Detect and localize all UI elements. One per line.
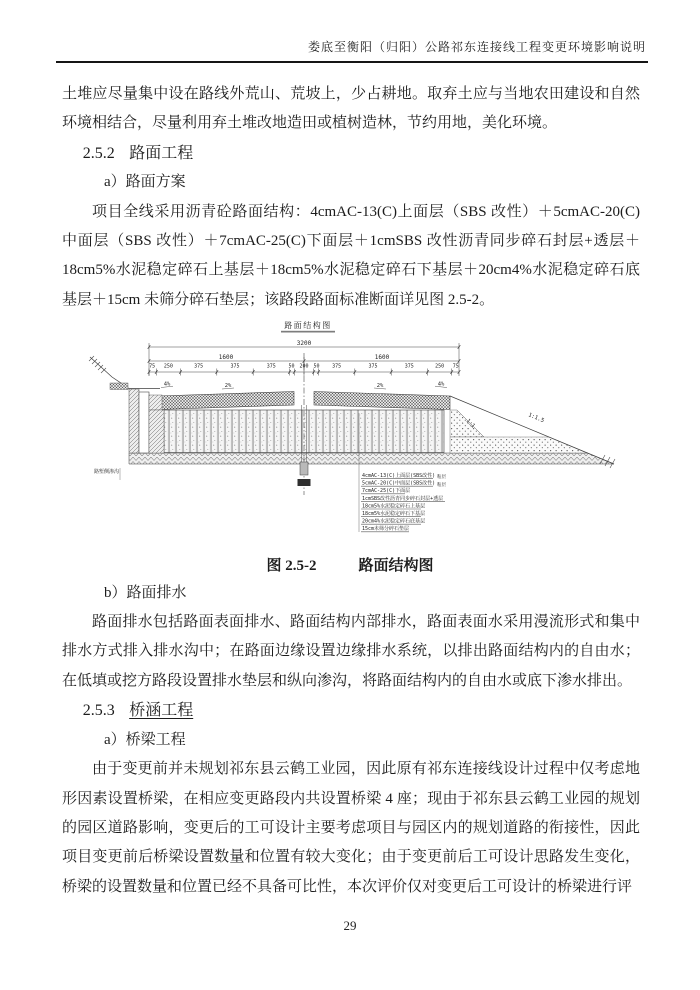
figure-caption-title: 路面结构图	[358, 557, 434, 574]
legend-row: 15cm未筛分碎石垫层	[362, 526, 410, 533]
dim-seg: 50	[288, 363, 295, 370]
dim-seg: 50	[313, 363, 320, 370]
section-title: 桥涵工程	[129, 702, 194, 720]
page-header-title: 娄底至衡阳（归阳）公路祁东连接线工程变更环境影响说明	[307, 40, 646, 54]
list-item-b-drainage: b）路面排水	[104, 584, 187, 601]
dim-total: 3200	[296, 340, 312, 348]
dimension-lines	[148, 343, 461, 376]
figure-2-5-2	[76, 317, 624, 578]
dim-seg: 375	[404, 363, 414, 370]
title-underline	[281, 331, 335, 333]
legend-row: 7cmAC-25(C)下面层	[362, 488, 411, 495]
figure-caption-label: 图 2.5-2	[266, 557, 317, 574]
side-ditch-cavity	[139, 392, 149, 453]
drain-box	[300, 462, 308, 475]
ditch-inner-wall	[149, 410, 164, 453]
diagram-title	[281, 320, 335, 333]
ground-hatch-marks	[89, 356, 106, 373]
legend-row: 4cmAC-13(C)上面层(SBS改性)	[362, 473, 436, 480]
page-number: 29	[343, 918, 357, 933]
ditch-inner-wall-upper	[149, 395, 162, 410]
slope-inner-right: 2%	[376, 383, 384, 390]
legend-row: 1cmSBS改性沥青同步碎石封层+透层	[362, 496, 444, 503]
header-rule	[56, 61, 648, 63]
dim-seg: 250	[435, 363, 445, 370]
dim-seg: 375	[230, 363, 240, 370]
document-body	[62, 80, 640, 902]
figure-caption	[76, 553, 624, 579]
legend-row: 18cm5%水泥稳定碎石上基层	[362, 503, 426, 510]
dim-seg: 375	[194, 363, 204, 370]
list-item-a-bridge: a）桥梁工程	[104, 731, 186, 748]
paragraph-drainage: 路面排水包括路面表面排水、路面结构内部排水，路面表面水采用漫流形式和集中排水方式排入排水沟中；在路面边缘设置边缘排水系统，以排出路面结构内的自由水；在低填或挖方路段设置排水垫层和纵向渗沟，将路面结构内的自由水或底下渗水排出。	[62, 614, 640, 689]
ditch-label: 路堑侧渗沟	[94, 469, 120, 476]
section-heading-2-5-3	[62, 696, 640, 725]
dim-seg: 375	[266, 363, 276, 370]
pavement-cross-section-diagram	[76, 317, 624, 541]
legend-row: 18cm5%水泥稳定碎石下基层	[362, 511, 426, 518]
paragraph-topsoil: 土堆应尽量集中设在路线外荒山、荒坡上，少占耕地。取弃土应与当地农田建设和自然环境相结合，尽量利用弃土堆改地造田或植树造林，节约用地，美化环境。	[62, 86, 640, 132]
dim-seg: 75	[452, 363, 459, 370]
section-heading-2-5-2	[62, 139, 640, 168]
slope-ratio-main: 1:1.5	[527, 412, 545, 425]
diagram-title-text: 路面结构图	[284, 321, 332, 331]
section-number: 2.5.2	[82, 144, 115, 162]
dim-seg: 75	[149, 363, 156, 370]
list-item-a-pavement: a）路面方案	[104, 174, 186, 191]
section-number: 2.5.3	[82, 702, 115, 720]
dim-half-left: 1600	[218, 354, 234, 362]
ditch-apron	[110, 383, 128, 390]
paragraph-pavement-structure: 项目全线采用沥青砼路面结构：4cmAC-13(C)上面层（SBS 改性）＋5cmAC-20(C)中面层（SBS 改性）＋7cmAC-25(C)下面层＋1cmSBS 改性沥青同步碎石封层+透层＋18cm5%水泥稳定碎石上基层＋18cm5%水泥稳定碎石下基层＋20cm4%水泥稳定碎石底基层＋15cm 未筛分碎石垫层；该路段路面标准断面详见图 2.5-2。	[62, 203, 640, 308]
cushion-layer	[129, 453, 614, 464]
asphalt-layer-left	[158, 392, 294, 410]
slope-outer-right: 4%	[437, 381, 445, 388]
legend-row: 5cmAC-20(C)中面层(SBS改性)	[362, 480, 436, 487]
section-title: 路面工程	[129, 144, 194, 162]
tack-coat-label-2: 粘层	[437, 483, 446, 489]
tack-coat-label-1: 粘层	[437, 475, 446, 481]
legend-row: 20cm4%水泥稳定碎石底基层	[362, 518, 426, 525]
slope-ratio-berm: 1:1	[464, 418, 476, 430]
dim-seg: 375	[368, 363, 378, 370]
dim-seg: 250	[163, 363, 173, 370]
drain-outlet	[298, 479, 311, 486]
paragraph-bridge: 由于变更前并未规划祁东县云鹤工业园，因此原有祁东连接线设计过程中仅考虑地形因素设置桥梁，在相应变更路段内共设置桥梁 4 座；现由于祁东县云鹤工业园的规划的园区道路影响，变更后的工可设计主要考虑项目与园区内的规划道路的衔接性，因此项目变更前后桥梁设置数量和位置有较大变化；由于变更前后工可设计思路发生变化，桥梁的设置数量和位置已经不具备可比性，本次评价仅对变更后工可设计的桥梁进行评	[62, 761, 640, 895]
dim-half-right: 1600	[374, 354, 390, 362]
dim-seg: 375	[332, 363, 342, 370]
ditch-outer-wall	[129, 389, 139, 453]
berm-fill-lower	[450, 437, 587, 453]
slope-outer-left: 4%	[163, 381, 171, 388]
dim-seg: 200	[299, 363, 309, 370]
slope-inner-left: 2%	[224, 383, 232, 390]
asphalt-layer-right	[314, 392, 450, 410]
